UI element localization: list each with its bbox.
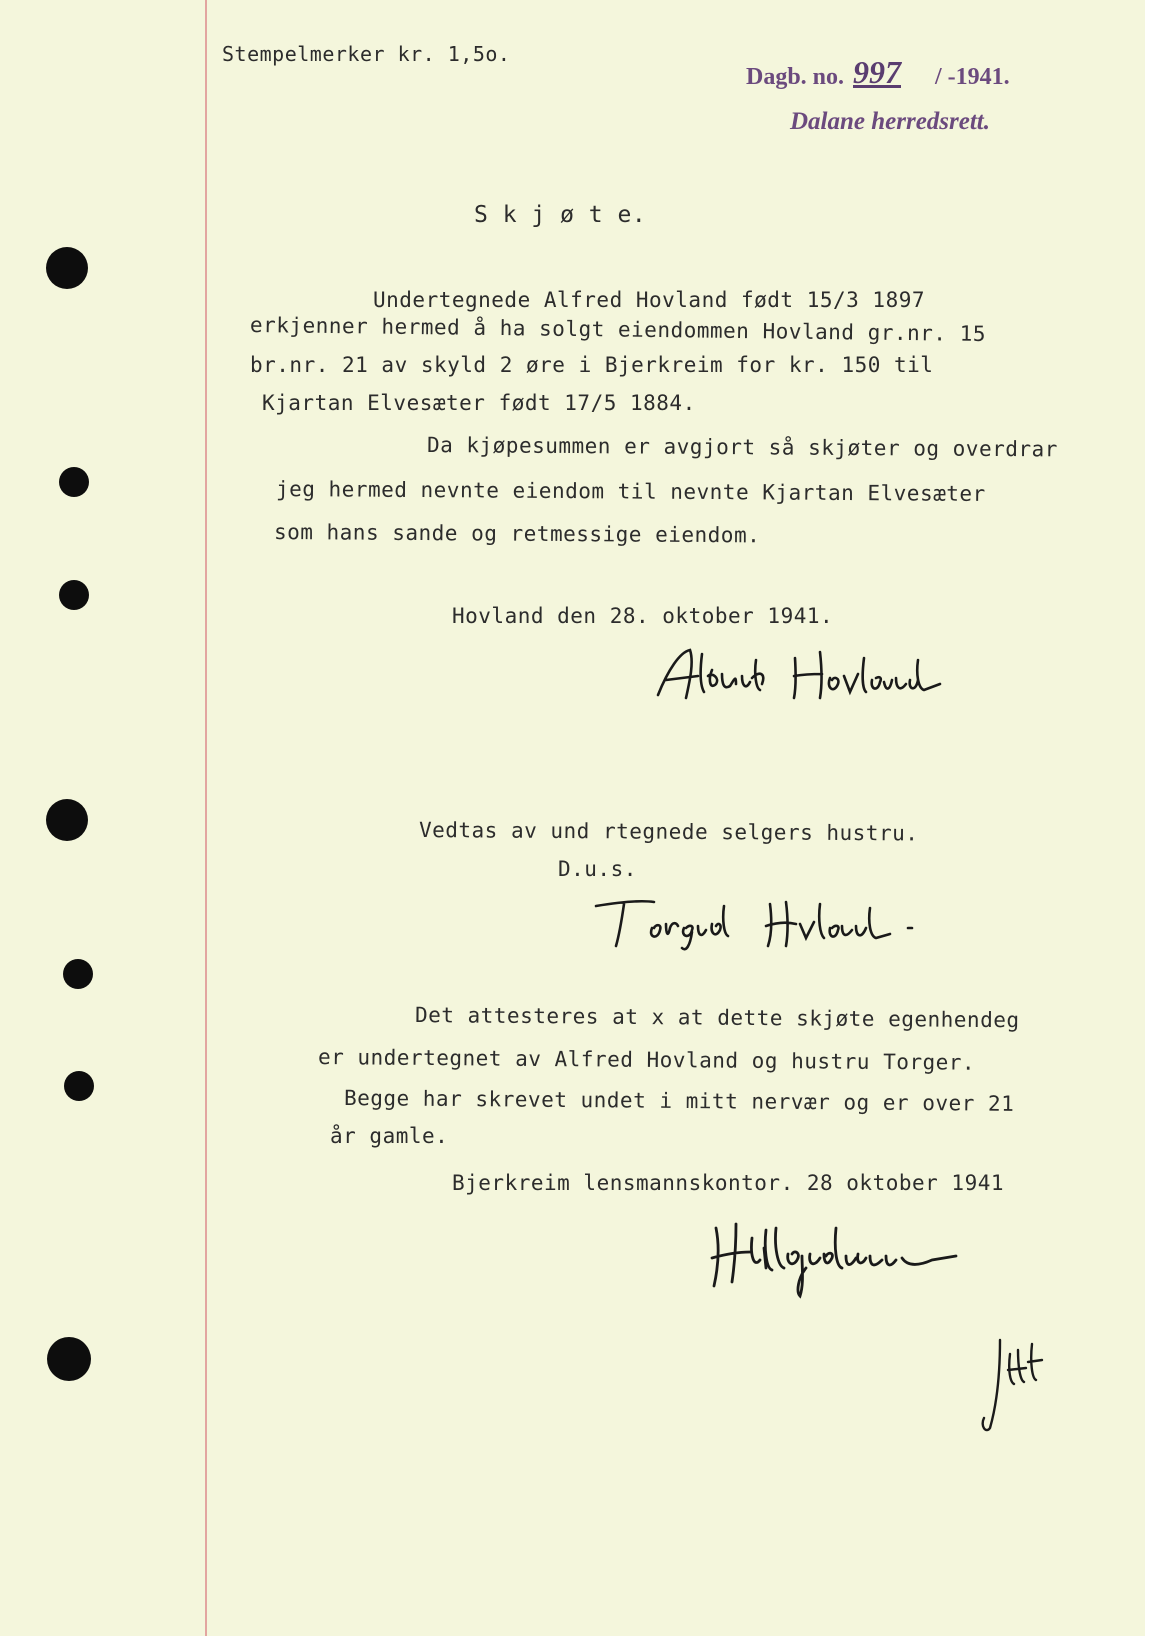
punch-hole [46, 799, 88, 841]
punch-hole [63, 959, 93, 989]
place-date: Hovland den 28. oktober 1941. [452, 604, 834, 628]
stamp-duty-note: Stempelmerker kr. 1,5o. [222, 42, 511, 66]
initials-signature [970, 1330, 1070, 1440]
dagb-number: 997 [853, 54, 901, 90]
office-date: Bjerkreim lensmannskontor. 28 oktober 1941 [452, 1171, 1005, 1195]
document-title: S k j ø t e. [474, 202, 647, 228]
punch-hole [46, 247, 88, 289]
deed-line: som hans sande og retmessige eiendom. [273, 520, 761, 548]
consent-dus: D.u.s. [558, 857, 637, 881]
punch-hole [59, 580, 89, 610]
wife-signature [590, 888, 980, 958]
attestation-line: år gamle. [330, 1124, 449, 1148]
deed-line: br.nr. 21 av skyld 2 øre i Bjerkreim for kr. 150 til [250, 353, 934, 377]
deed-line: jeg hermed nevnte eiendom til nevnte Kjartan Elvesæter [275, 477, 986, 506]
attestation-line: er undertegnet av Alfred Hovland og hustru Torger. [317, 1045, 976, 1075]
seller-signature [650, 640, 990, 720]
dagb-year: / -1941. [935, 64, 1010, 90]
margin-rule [205, 0, 207, 1636]
officer-signature [706, 1208, 1056, 1298]
attestation-line: Det attesteres at x at dette skjøte egenhendeg [414, 1003, 1020, 1033]
deed-line: Kjartan Elvesæter født 17/5 1884. [262, 391, 696, 415]
consent-line: Vedtas av und rtegnede selgers hustru. [418, 818, 919, 846]
attestation-line: Begge har skrevet undet i mitt nervær og er over 21 [343, 1086, 1015, 1116]
punch-hole [47, 1337, 91, 1381]
deed-line: Da kjøpesummen er avgjort så skjøter og overdrar [426, 433, 1058, 462]
punch-hole [64, 1071, 94, 1101]
deed-line: erkjenner hermed å ha solgt eiendommen Hovland gr.nr. 15 [249, 313, 987, 346]
dagb-label: Dagb. no. [746, 64, 845, 90]
punch-hole [59, 467, 89, 497]
page-edge [1145, 0, 1159, 1636]
court-stamp: Dalane herredsrett. [790, 108, 990, 135]
deed-line: Undertegnede Alfred Hovland født 15/3 1897 [373, 288, 926, 312]
